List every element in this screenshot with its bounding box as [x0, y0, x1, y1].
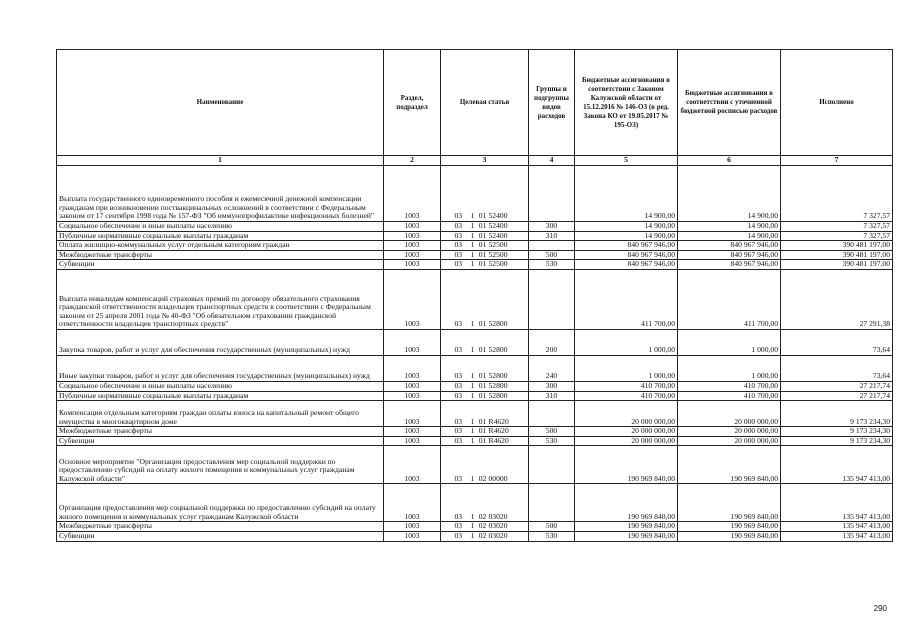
row-law-amount: 840 967 946,00	[575, 250, 678, 260]
row-group	[529, 484, 575, 522]
table-row	[57, 446, 893, 484]
header-target: Целевая статья	[441, 50, 529, 156]
row-name: Выплата инвалидам компенсаций страховых премий по договору обязательного страхования гражданской ответственности владельцев транспортных средств в соответствии с Федеральным законом от 25 апреля 2001 года № 40-ФЗ "Об обязательном страховании гражданской ответственности владельцев транспортных средств"	[57, 269, 384, 329]
header-refined: Бюджетные ассигнования в соответствии с уточненной бюджетной росписью расходов	[678, 50, 781, 156]
row-done-amount: 27 217,74	[781, 391, 893, 401]
column-number-row	[57, 156, 893, 166]
row-group: 300	[529, 222, 575, 232]
target-article-part: 1	[470, 211, 475, 221]
target-article-part: 03	[454, 250, 463, 259]
target-article-part: 01	[478, 345, 487, 355]
row-name: Межбюджетные трансферты	[57, 522, 384, 532]
row-refined-amount: 14 900,00	[678, 166, 781, 222]
header-done: Исполнено	[781, 50, 893, 156]
header-row	[57, 50, 893, 156]
header-groups: Группы и подгруппы видов расходов	[529, 50, 575, 156]
row-done-amount: 7 327,57	[781, 222, 893, 232]
table-row	[57, 401, 893, 427]
row-group	[529, 401, 575, 427]
row-group	[529, 269, 575, 329]
column-number: 5	[575, 156, 678, 166]
row-target-article	[441, 446, 529, 484]
row-law-amount: 190 969 840,00	[575, 531, 678, 541]
row-done-amount: 9 173 234,30	[781, 401, 893, 427]
row-group: 500	[529, 427, 575, 437]
table-row	[57, 484, 893, 522]
target-article-part: 52800	[488, 381, 508, 390]
row-section: 1003	[384, 401, 441, 427]
row-name: Публичные нормативные социальные выплаты гражданам	[57, 391, 384, 401]
target-article-part: R4620	[488, 436, 509, 445]
target-article-part: 1	[470, 381, 475, 390]
target-article-part: 1	[470, 259, 475, 269]
row-group	[529, 446, 575, 484]
target-article-part: 03	[454, 416, 463, 426]
row-target-article	[441, 531, 529, 541]
row-section: 1003	[384, 269, 441, 329]
row-target-article	[441, 231, 529, 241]
target-article-part: 03	[454, 345, 463, 355]
row-done-amount: 27 217,74	[781, 381, 893, 391]
row-target-article	[441, 329, 529, 355]
row-done-amount: 135 947 413,00	[781, 531, 893, 541]
table-row	[57, 355, 893, 381]
row-name: Компенсация отдельным категориям граждан оплаты взноса на капитальный ремонт общего имущества в многоквартирном доме	[57, 401, 384, 427]
row-refined-amount: 190 969 840,00	[678, 484, 781, 522]
row-done-amount: 390 481 197,00	[781, 260, 893, 270]
target-article-part: 1	[470, 531, 475, 540]
header-law: Бюджетные ассигнования в соответствии с Законом Калужской области от 15.12.2016 № 146-ОЗ (в ред. Закона КО от 19.05.2017 № 195-ОЗ)	[575, 50, 678, 156]
row-law-amount: 190 969 840,00	[575, 446, 678, 484]
row-name: Выплата государственного единовременного пособия и ежемесячной денежной компенсации гражданам при возникновении поствакцинальных осложнений в соответствии с Федеральным законом от 17 сентября 1998 года № 157-ФЗ "Об иммунопрофилактике инфекционных болезней"	[57, 166, 384, 222]
target-article-part: 03	[454, 473, 463, 483]
row-target-article	[441, 222, 529, 232]
row-refined-amount: 190 969 840,00	[678, 446, 781, 484]
row-section: 1003	[384, 436, 441, 446]
row-law-amount: 1 000,00	[575, 329, 678, 355]
table-row	[57, 531, 893, 541]
target-article-part: 1	[470, 250, 475, 259]
target-article-part: 03	[454, 381, 463, 390]
row-name: Закупка товаров, работ и услуг для обеспечения государственных (муниципальных) нужд	[57, 329, 384, 355]
row-name: Межбюджетные трансферты	[57, 427, 384, 437]
target-article-part: 1	[470, 371, 475, 381]
target-article-part: 1	[470, 473, 475, 483]
table-row	[57, 427, 893, 437]
target-article-part: 03020	[488, 511, 508, 521]
row-refined-amount: 840 967 946,00	[678, 241, 781, 251]
target-article-part: 52400	[488, 231, 508, 240]
row-done-amount: 135 947 413,00	[781, 446, 893, 484]
row-group: 500	[529, 522, 575, 532]
row-group: 310	[529, 391, 575, 401]
target-article-part: 1	[470, 426, 475, 436]
row-section: 1003	[384, 231, 441, 241]
row-name: Основное мероприятие "Организация предоставления мер социальной поддержки по предоставлению субсидий на оплату жилого помещения и коммунальных услуг гражданам Калужской области"	[57, 446, 384, 484]
row-group: 300	[529, 381, 575, 391]
row-name: Межбюджетные трансферты	[57, 250, 384, 260]
row-refined-amount: 190 969 840,00	[678, 531, 781, 541]
target-article-part: 01	[478, 426, 487, 436]
target-article-part: 02	[478, 473, 487, 483]
target-article-part: 01	[478, 231, 487, 240]
row-law-amount: 20 000 000,00	[575, 401, 678, 427]
target-article-part: 01	[478, 416, 487, 426]
row-law-amount: 190 969 840,00	[575, 484, 678, 522]
target-article-part: 03	[454, 426, 463, 436]
row-refined-amount: 20 000 000,00	[678, 401, 781, 427]
row-target-article	[441, 260, 529, 270]
target-article-part: 03	[454, 240, 463, 250]
row-law-amount: 20 000 000,00	[575, 427, 678, 437]
row-refined-amount: 20 000 000,00	[678, 427, 781, 437]
row-section: 1003	[384, 484, 441, 522]
row-law-amount: 410 700,00	[575, 391, 678, 401]
target-article-part: 52800	[488, 319, 508, 329]
row-name: Оплата жилищно-коммунальных услуг отдельным категориям граждан	[57, 241, 384, 251]
row-target-article	[441, 484, 529, 522]
target-article-part: 02	[478, 521, 487, 531]
column-number: 3	[441, 156, 529, 166]
row-done-amount: 27 291,38	[781, 269, 893, 329]
row-refined-amount: 14 900,00	[678, 222, 781, 232]
row-section: 1003	[384, 531, 441, 541]
target-article-part: 52500	[488, 250, 508, 259]
table-row	[57, 166, 893, 222]
row-group: 500	[529, 250, 575, 260]
row-group: 530	[529, 260, 575, 270]
row-law-amount: 411 700,00	[575, 269, 678, 329]
target-article-part: 03020	[488, 531, 508, 540]
budget-table	[56, 49, 893, 542]
table-row	[57, 436, 893, 446]
row-section: 1003	[384, 391, 441, 401]
target-article-part: 02	[478, 511, 487, 521]
target-article-part: 1	[470, 436, 475, 445]
row-group: 530	[529, 436, 575, 446]
row-law-amount: 14 900,00	[575, 166, 678, 222]
target-article-part: 01	[478, 391, 487, 400]
target-article-part: 1	[470, 521, 475, 531]
target-article-part: 03	[454, 371, 463, 381]
row-done-amount: 9 173 234,30	[781, 427, 893, 437]
target-article-part: 02	[478, 531, 487, 540]
target-article-part: 00000	[488, 473, 508, 483]
target-article-part: 1	[470, 319, 475, 329]
row-group: 240	[529, 355, 575, 381]
table-row	[57, 250, 893, 260]
target-article-part: 01	[478, 381, 487, 390]
header-section: Раздел, подраздел	[384, 50, 441, 156]
row-section: 1003	[384, 329, 441, 355]
table-row	[57, 391, 893, 401]
row-name: Организация предоставления мер социальной поддержки по предоставлению субсидий на оплату жилого помещения и коммунальных услуг гражданам Калужской области	[57, 484, 384, 522]
target-article-part: 1	[470, 511, 475, 521]
target-article-part: 01	[478, 211, 487, 221]
target-article-part: 03	[454, 211, 463, 221]
row-section: 1003	[384, 222, 441, 232]
row-law-amount: 840 967 946,00	[575, 241, 678, 251]
row-law-amount: 20 000 000,00	[575, 436, 678, 446]
target-article-part: 03	[454, 221, 463, 230]
row-name: Публичные нормативные социальные выплаты гражданам	[57, 231, 384, 241]
column-number: 6	[678, 156, 781, 166]
row-name: Иные закупки товаров, работ и услуг для обеспечения государственных (муниципальных) нужд	[57, 355, 384, 381]
row-section: 1003	[384, 241, 441, 251]
target-article-part: 01	[478, 240, 487, 250]
row-name: Социальное обеспечение и иные выплаты населению	[57, 381, 384, 391]
row-done-amount: 390 481 197,00	[781, 250, 893, 260]
row-done-amount: 135 947 413,00	[781, 484, 893, 522]
target-article-part: 1	[470, 221, 475, 230]
row-target-article	[441, 250, 529, 260]
row-law-amount: 410 700,00	[575, 381, 678, 391]
row-refined-amount: 840 967 946,00	[678, 250, 781, 260]
target-article-part: 01	[478, 436, 487, 445]
header-name: Наименование	[57, 50, 384, 156]
page-number: 290	[873, 604, 887, 613]
row-refined-amount: 1 000,00	[678, 329, 781, 355]
row-target-article	[441, 522, 529, 532]
target-article-part: 52800	[488, 345, 508, 355]
target-article-part: 1	[470, 345, 475, 355]
target-article-part: 03	[454, 319, 463, 329]
table-row	[57, 329, 893, 355]
table-row	[57, 231, 893, 241]
target-article-part: 1	[470, 231, 475, 240]
row-name: Субвенции	[57, 531, 384, 541]
target-article-part: 52800	[488, 391, 508, 400]
target-article-part: 52500	[488, 259, 508, 269]
row-target-article	[441, 391, 529, 401]
row-refined-amount: 410 700,00	[678, 381, 781, 391]
row-law-amount: 190 969 840,00	[575, 522, 678, 532]
table-row	[57, 260, 893, 270]
row-group: 200	[529, 329, 575, 355]
column-number: 7	[781, 156, 893, 166]
row-refined-amount: 411 700,00	[678, 269, 781, 329]
column-number: 1	[57, 156, 384, 166]
target-article-part: 52500	[488, 240, 508, 250]
column-number: 4	[529, 156, 575, 166]
row-refined-amount: 190 969 840,00	[678, 522, 781, 532]
row-group: 530	[529, 531, 575, 541]
table-row	[57, 269, 893, 329]
target-article-part: 01	[478, 259, 487, 269]
table-row	[57, 522, 893, 532]
target-article-part: 03	[454, 531, 463, 540]
row-section: 1003	[384, 446, 441, 484]
row-law-amount: 1 000,00	[575, 355, 678, 381]
row-target-article	[441, 241, 529, 251]
row-done-amount: 7 327,57	[781, 231, 893, 241]
row-group	[529, 166, 575, 222]
row-section: 1003	[384, 381, 441, 391]
row-done-amount: 7 327,57	[781, 166, 893, 222]
target-article-part: 03	[454, 511, 463, 521]
row-target-article	[441, 427, 529, 437]
row-target-article	[441, 355, 529, 381]
row-law-amount: 14 900,00	[575, 222, 678, 232]
table-row	[57, 222, 893, 232]
row-done-amount: 9 173 234,30	[781, 436, 893, 446]
row-refined-amount: 410 700,00	[678, 391, 781, 401]
row-section: 1003	[384, 355, 441, 381]
row-section: 1003	[384, 427, 441, 437]
row-done-amount: 390 481 197,00	[781, 241, 893, 251]
row-target-article	[441, 381, 529, 391]
row-law-amount: 14 900,00	[575, 231, 678, 241]
row-section: 1003	[384, 250, 441, 260]
target-article-part: 03	[454, 259, 463, 269]
row-group: 310	[529, 231, 575, 241]
row-name: Субвенции	[57, 260, 384, 270]
row-section: 1003	[384, 260, 441, 270]
table-row	[57, 381, 893, 391]
target-article-part: 52800	[488, 371, 508, 381]
row-refined-amount: 1 000,00	[678, 355, 781, 381]
row-target-article	[441, 436, 529, 446]
row-refined-amount: 14 900,00	[678, 231, 781, 241]
target-article-part: 52400	[488, 211, 508, 221]
row-law-amount: 840 967 946,00	[575, 260, 678, 270]
target-article-part: 03	[454, 436, 463, 445]
target-article-part: R4620	[488, 426, 509, 436]
row-refined-amount: 840 967 946,00	[678, 260, 781, 270]
target-article-part: 03	[454, 391, 463, 400]
target-article-part: 03	[454, 231, 463, 240]
table-row	[57, 241, 893, 251]
row-target-article	[441, 166, 529, 222]
target-article-part: 1	[470, 240, 475, 250]
target-article-part: 03	[454, 521, 463, 531]
target-article-part: 01	[478, 250, 487, 259]
target-article-part: 01	[478, 319, 487, 329]
target-article-part: 1	[470, 416, 475, 426]
target-article-part: 01	[478, 221, 487, 230]
row-target-article	[441, 269, 529, 329]
row-group	[529, 241, 575, 251]
row-name: Социальное обеспечение и иные выплаты населению	[57, 222, 384, 232]
row-section: 1003	[384, 166, 441, 222]
row-done-amount: 135 947 413,00	[781, 522, 893, 532]
row-target-article	[441, 401, 529, 427]
target-article-part: 52400	[488, 221, 508, 230]
row-done-amount: 73,64	[781, 355, 893, 381]
target-article-part: 1	[470, 391, 475, 400]
target-article-part: 01	[478, 371, 487, 381]
row-name: Субвенции	[57, 436, 384, 446]
row-section: 1003	[384, 522, 441, 532]
target-article-part: R4620	[488, 416, 509, 426]
row-refined-amount: 20 000 000,00	[678, 436, 781, 446]
target-article-part: 03020	[488, 521, 508, 531]
row-done-amount: 73,64	[781, 329, 893, 355]
column-number: 2	[384, 156, 441, 166]
